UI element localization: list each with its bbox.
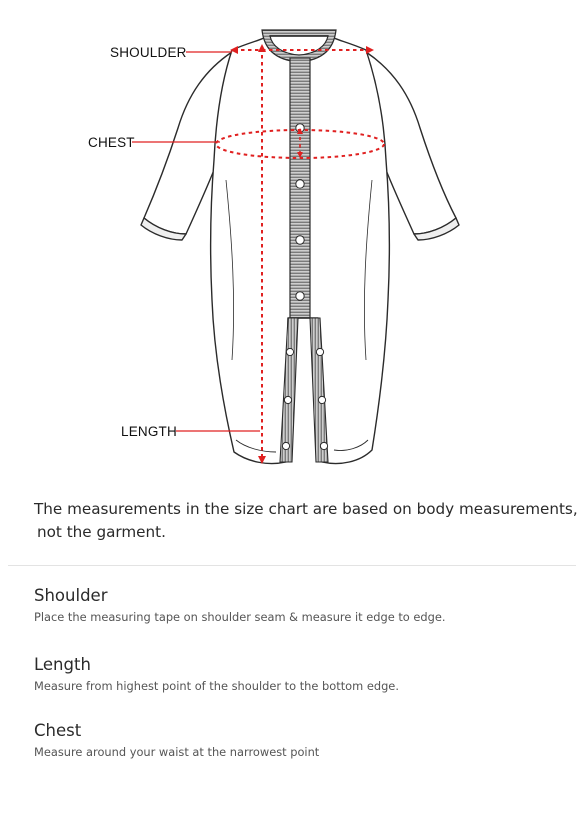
size-chart-note-line-1: The measurements in the size chart are based on body measurements, [34,500,578,518]
length-callout-label: LENGTH [121,424,177,439]
shoulder-title: Shoulder [34,586,108,605]
chest-callout-label: CHEST [88,135,135,150]
length-section [34,654,564,694]
button-icon [282,442,289,449]
section-divider [8,565,576,566]
button-icon [318,396,325,403]
length-description: Measure from highest point of the shoulder to the bottom edge. [34,679,399,693]
button-icon [296,292,304,300]
button-icon [296,180,304,188]
button-icon [284,396,291,403]
shoulder-callout-label: SHOULDER [110,45,187,60]
button-icon [316,348,323,355]
size-chart-note [34,498,578,544]
chest-description: Measure around your waist at the narrowest point [34,745,320,759]
button-icon [296,236,304,244]
length-title: Length [34,655,91,674]
size-chart-note-line-2: not the garment. [37,523,166,541]
chest-title: Chest [34,721,82,740]
shoulder-description: Place the measuring tape on shoulder seam & measure it edge to edge. [34,610,446,624]
shoulder-section [34,585,564,625]
button-icon [320,442,327,449]
arrow-right-icon [366,46,374,54]
button-icon [286,348,293,355]
chest-section [34,720,564,760]
